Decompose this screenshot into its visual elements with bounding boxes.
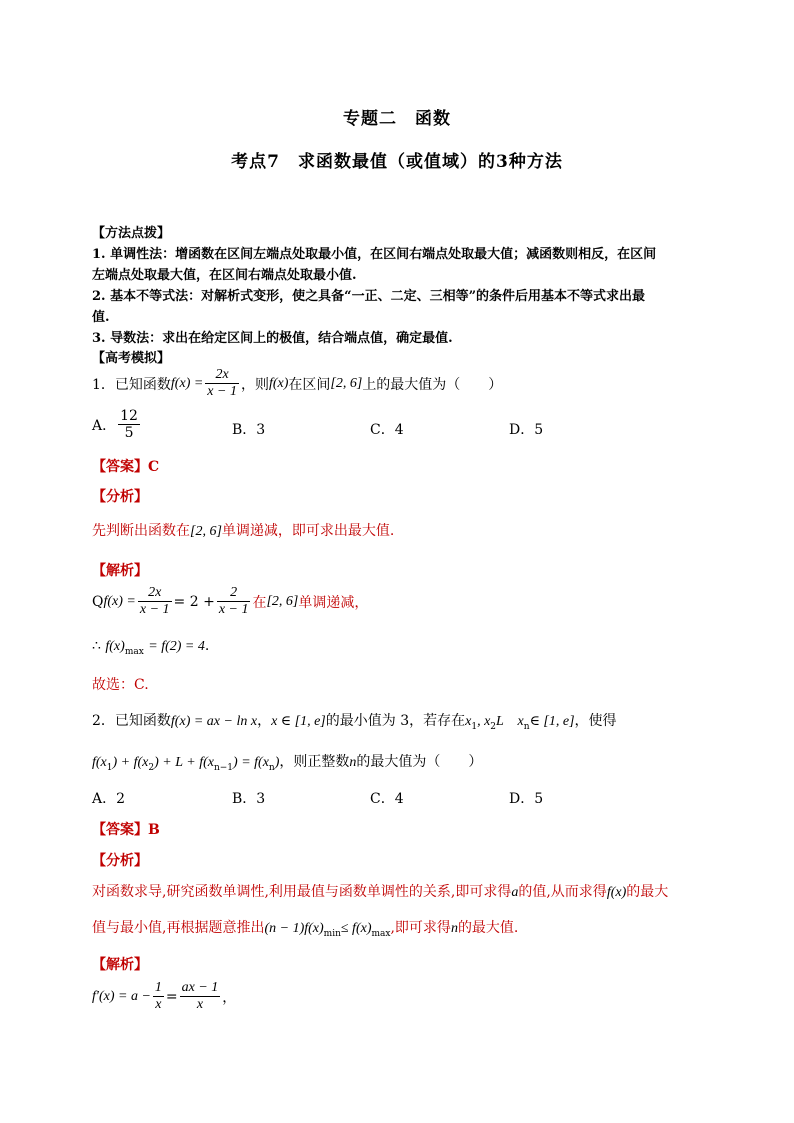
q1-prefix: 1．已知函数 — [92, 376, 171, 393]
q2-solution-tag: 【解析】 — [92, 957, 148, 973]
q1-sol1-num2: 2 — [217, 585, 251, 602]
q1-interval: [2, 6] — [330, 375, 363, 391]
q2-option-d: D．5 — [509, 791, 544, 807]
q2-eq-d: ) = f(x — [233, 755, 269, 770]
q1-analysis — [92, 520, 394, 540]
q2-sol-frac1 — [153, 980, 164, 1013]
q2-an1-a: 对函数求导,研究函数单调性,利用最值与函数单调性的关系,即可求得 — [92, 884, 512, 900]
q2-sol-end: ， — [222, 989, 237, 1006]
q2-xs-sub1: 1 — [471, 721, 478, 732]
q2-sol-num1: 1 — [154, 980, 162, 995]
q1-option-a — [92, 408, 142, 441]
q2-an2-expr: (n − 1)f(x) — [264, 921, 324, 936]
exam-heading: 【高考模拟】 — [92, 351, 171, 366]
q1-sol2-expr-a: f(x) — [105, 639, 125, 654]
q2-xs-sub2: 2 — [490, 721, 497, 732]
q1-option-a-den: 5 — [124, 425, 134, 441]
q2-eq-c: ) + L + f(x — [154, 755, 214, 770]
q2-tail: ，使得 — [574, 713, 617, 729]
q2-an2-var: n — [450, 921, 458, 936]
q2-domain: x ∈ [1, e] — [271, 714, 326, 729]
q1-solution-tag: 【解析】 — [92, 563, 148, 579]
q1-sol2-end: . — [204, 638, 210, 654]
q2-eq-a: f(x — [92, 755, 107, 770]
q1-sol1-fx: f(x) = — [103, 593, 136, 609]
q2-eq-b: ) + f(x — [112, 755, 149, 770]
q1-sol1-pre: Q — [92, 593, 104, 610]
q2-xs-a: x — [465, 714, 472, 729]
q2-an2-sub2: max — [371, 928, 391, 939]
q1-option-d: D．5 — [509, 422, 544, 438]
q2-sol-num2: ax − 1 — [181, 980, 219, 995]
q2-sol-frac2 — [180, 980, 221, 1013]
q1-solution-line-2 — [92, 638, 209, 657]
q2-an2-sub1: min — [323, 928, 341, 939]
q2-an2-c: 的最大值. — [457, 920, 519, 936]
q2-an1-fx: f(x) — [606, 885, 627, 900]
q1-option-a-label: A． — [92, 417, 117, 434]
method-line-4: 值. — [92, 310, 110, 325]
q1-sol1-frac2 — [217, 585, 251, 618]
q1-sol2-sub: max — [124, 646, 144, 657]
q2-mid: 的最小值为 3，若存在 — [325, 713, 466, 729]
q1-tail: 上的最大值为（ ） — [362, 376, 503, 393]
q1-sol1-den1: x − 1 — [139, 602, 170, 617]
q2-comma: ， — [257, 713, 272, 729]
q2-eq-tail-b: 的最大值为（ ） — [356, 754, 483, 770]
q2-sol-den1: x — [155, 997, 162, 1012]
q2-an2-a: 值与最小值,再根据题意推出 — [92, 920, 265, 936]
q1-denominator: x − 1 — [207, 384, 237, 399]
q2-analysis-tag: 【分析】 — [92, 853, 148, 869]
page-title: 专题二 函数 — [343, 109, 451, 129]
q2-xs-c: L x — [496, 714, 524, 729]
method-line-5: 3. 导数法：求出在给定区间上的极值，结合端点值，确定最值. — [92, 331, 453, 346]
q2-an1-c: 的最大 — [626, 884, 669, 900]
q2-eq-sub4: n — [268, 762, 275, 773]
q2-eq-sub3: n−1 — [213, 762, 234, 773]
q1-option-c: C．4 — [370, 422, 404, 438]
q2-xs-sub3: n — [523, 721, 530, 732]
q2-eq-tail-a: ，则正整数 — [279, 754, 350, 770]
q2-option-c: C．4 — [370, 791, 404, 807]
q1-sol1-eq: = 2 + — [173, 593, 215, 610]
page-subtitle: 考点7 求函数最值（或值域）的3种方法 — [231, 152, 563, 172]
q2-option-b: B．3 — [232, 791, 266, 807]
q1-option-a-num: 12 — [120, 408, 138, 424]
q2-analysis-line-2 — [92, 917, 518, 939]
q2-eq-sub2: 2 — [148, 762, 155, 773]
q1-sol1-num1: 2x — [138, 585, 172, 602]
q2-analysis-line-1 — [92, 881, 668, 901]
q2-eq-e: ) — [274, 755, 280, 770]
q2-an1-b: 的值,从而求得 — [518, 884, 607, 900]
q1-answer: 【答案】C — [92, 459, 160, 475]
method-line-1: 1. 单调性法：增函数在区间左端点处取最小值，在区间右端点处取最大值；减函数则相反，在区间 — [92, 247, 657, 262]
q1-sol1-tail-b: 单调递减， — [298, 594, 369, 611]
q1-numerator: 2x — [205, 367, 239, 384]
q1-fx: f(x) = — [170, 375, 204, 391]
q1-sol1-interval: [2, 6] — [266, 593, 299, 609]
q1-stem — [92, 367, 502, 400]
q1-analysis-text-a: 先判断出函数在 — [92, 523, 190, 539]
q1-mid2: 在区间 — [288, 376, 331, 393]
q1-analysis-text-b: 单调递减，即可求出最大值. — [221, 523, 395, 539]
q1-fraction — [205, 367, 239, 400]
q1-solution-line-1 — [92, 585, 368, 618]
q1-option-b: B．3 — [232, 422, 266, 438]
q1-sol1-tail-a: 在 — [252, 594, 267, 611]
q1-mid: ，则 — [240, 376, 269, 393]
method-line-2: 左端点处取最大值，在区间右端点处取最小值. — [92, 268, 357, 283]
q2-an1-var: a — [511, 885, 519, 900]
q1-analysis-interval: [2, 6] — [190, 524, 222, 539]
q1-sol1-frac1 — [138, 585, 172, 618]
q2-sol-den2: x — [196, 997, 204, 1012]
q1-analysis-tag: 【分析】 — [92, 489, 148, 505]
q2-option-a: A．2 — [92, 791, 126, 807]
q2-prefix: 2．已知函数 — [92, 713, 171, 729]
q2-sol-eq: = — [165, 988, 178, 1005]
q2-an2-le: ≤ f(x) — [340, 921, 372, 936]
q1-choose: 故选：C. — [92, 677, 149, 693]
q2-xs-d: ∈ [1, e] — [529, 714, 575, 729]
q2-solution-line-1 — [92, 980, 236, 1013]
q1-sol2-pre: ∴ — [92, 638, 101, 654]
q1-sol2-expr-b: = f(2) = 4 — [148, 639, 205, 654]
q1-sol1-den2: x − 1 — [218, 602, 249, 617]
q2-eq-n: n — [349, 755, 357, 770]
q2-eq-sub1: 1 — [106, 762, 113, 773]
q1-fx2: f(x) — [268, 375, 289, 391]
method-line-3: 2. 基本不等式法：对解析式变形，使之具备“一正、二定、三相等”的条件后用基本不等式求出最 — [92, 289, 646, 304]
q2-stem-line-1 — [92, 710, 617, 732]
q2-sol-fx: f′(x) = a − — [92, 988, 151, 1004]
q1-option-a-fraction — [118, 408, 140, 441]
q2-stem-line-2 — [92, 751, 482, 773]
q2-an2-b: ,即可求得 — [390, 920, 451, 936]
q2-xs-b: , x — [477, 714, 491, 729]
methods-heading: 【方法点拨】 — [92, 226, 171, 241]
q2-answer: 【答案】B — [92, 822, 160, 838]
q2-fx: f(x) = ax − ln x — [170, 714, 258, 729]
